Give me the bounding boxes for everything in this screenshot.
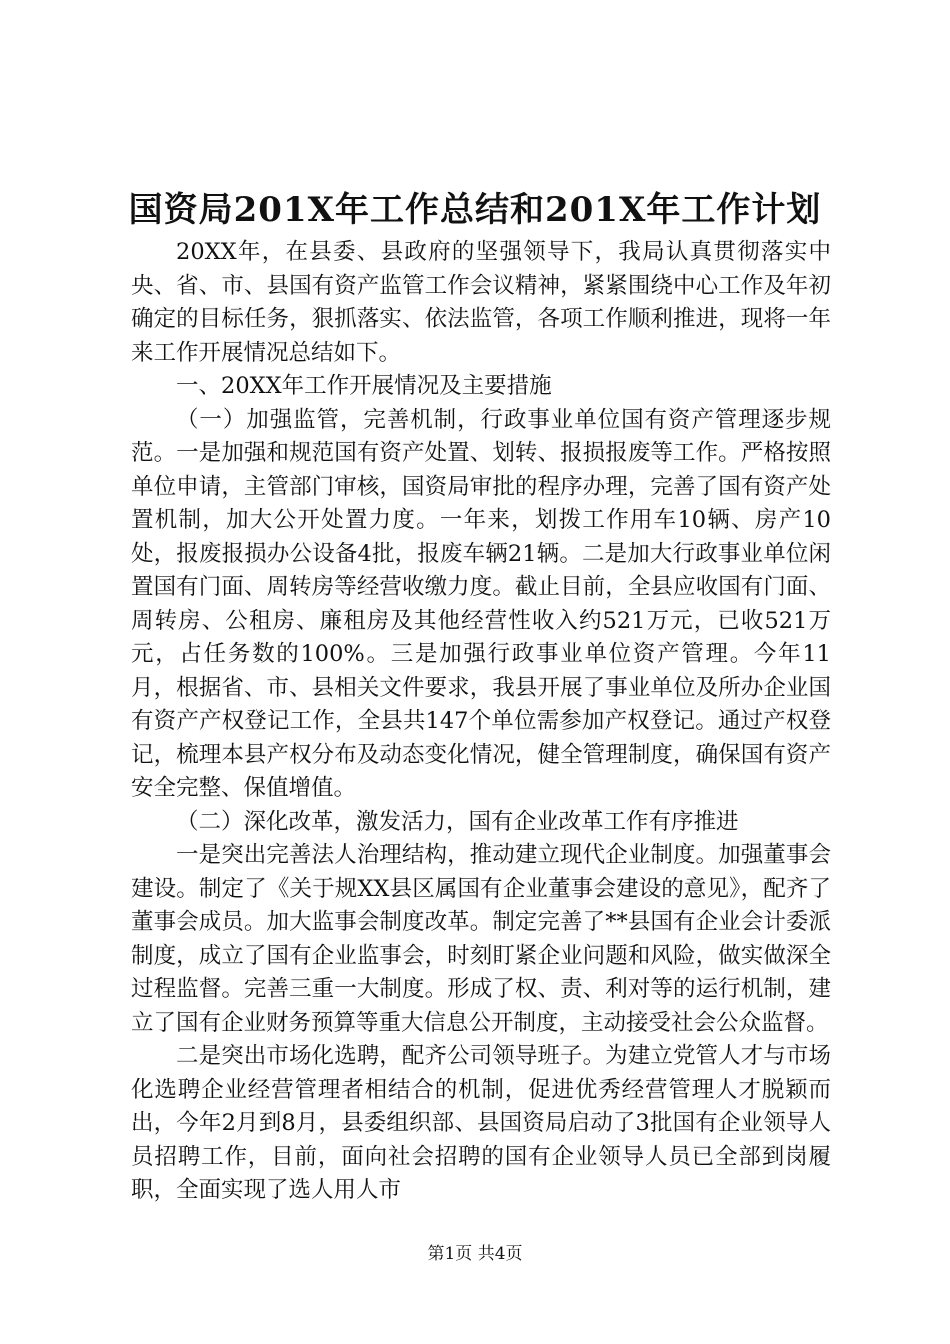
reform-paragraph-1: 一是突出完善法人治理结构，推动建立现代企业制度。加强董事会建设。制定了《关于规XX县区属国有企业董事会建设的意见》，配齐了董事会成员。加大监事会制度改革。制定完善了**县国有企业会计委派制度，成立了国有企业监事会，时刻盯紧企业问题和风险，做实做深全过程监督。完善三重一大制度。形成了权、责、利对等的运行机制，建立了国有企业财务预算等重大信息公开制度，主动接受社会公众监督。 <box>131 842 831 1036</box>
page-number-footer: 第1页 共4页 <box>427 1244 523 1264</box>
subsection-heading-2: （二）深化改革，激发活力，国有企业改革工作有序推进 <box>176 808 739 835</box>
section-heading-1: 一、20XX年工作开展情况及主要措施 <box>176 373 552 399</box>
intro-paragraph: 20XX年，在县委、县政府的坚强领导下，我局认真贯彻落实中央、省、市、县国有资产监管工作会议精神，紧紧围绕中心工作及年初确定的目标任务，狠抓落实、依法监管，各项工作顺利推进，现将一年来工作开展情况总结如下。 <box>131 239 831 366</box>
page-title: 国资局201X年工作总结和201X年工作计划 <box>128 190 822 230</box>
subsection-paragraph-1: （一）加强监管，完善机制，行政事业单位国有资产管理逐步规范。一是加强和规范国有资产处置、划转、报损报废等工作。严格按照单位申请，主管部门审核，国资局审批的程序办理，完善了国有资产处置机制，加大公开处置力度。一年来，划拨工作用车10辆、房产10处，报废报损办公设备4批，报废车辆21辆。二是加大行政事业单位闲置国有门面、周转房等经营收缴力度。截止目前，全县应收国有门面、周转房、公租房、廉租房及其他经营性收入约521万元，已收521万元，占任务数的100%。三是加强行政事业单位资产管理。今年11月，根据省、市、县相关文件要求，我县开展了事业单位及所办企业国有资产产权登记工作，全县共147个单位需参加产权登记。通过产权登记，梳理本县产权分布及动态变化情况，健全管理制度，确保国有资产安全完整、保值增值。 <box>131 406 831 801</box>
document-body <box>131 236 831 1208</box>
reform-paragraph-2: 二是突出市场化选聘，配齐公司领导班子。为建立党管人才与市场化选聘企业经营管理者相结合的机制，促进优秀经营管理人才脱颖而出，今年2月到8月，县委组织部、县国资局启动了3批国有企业领导人员招聘工作，目前，面向社会招聘的国有企业领导人员已全部到岗履职，全面实现了选人用人市 <box>131 1043 831 1203</box>
